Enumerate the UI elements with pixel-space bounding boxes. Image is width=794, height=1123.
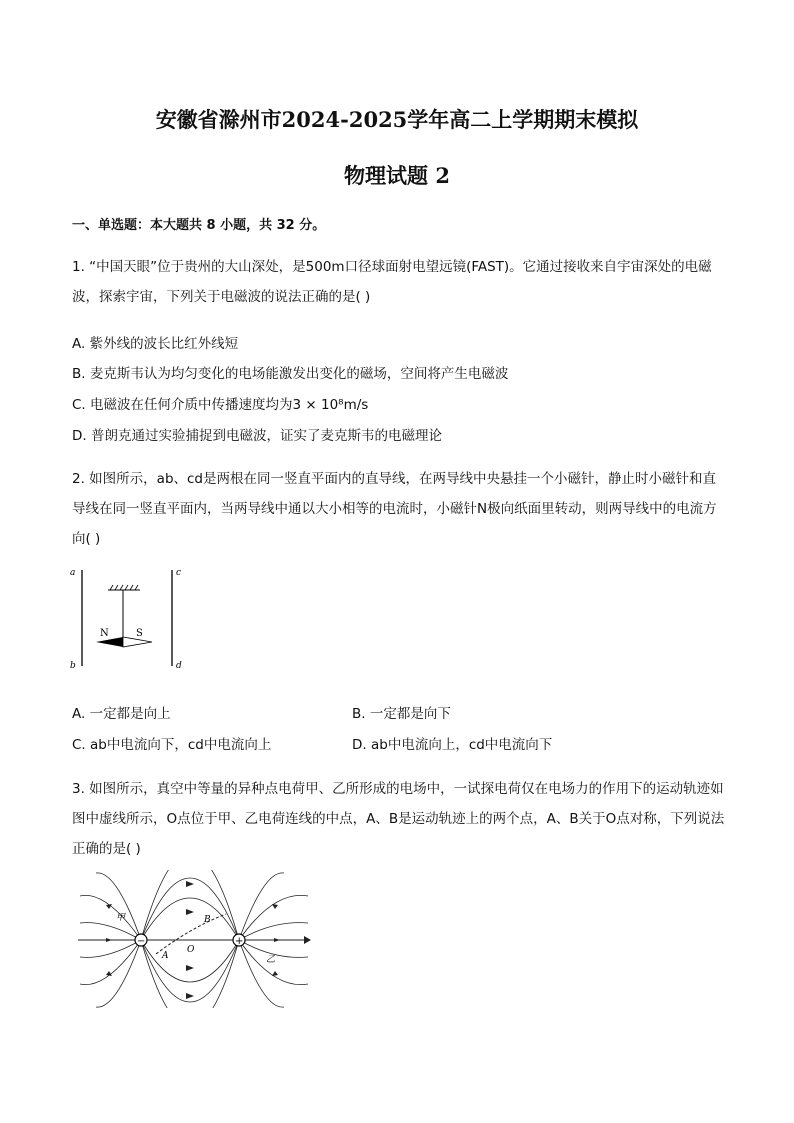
label-a: a: [70, 568, 76, 578]
charge-plus: +: [235, 936, 244, 947]
label-n: N: [100, 628, 109, 639]
document-title: 安徽省滁州市2024-2025学年高二上学期期末模拟: [155, 107, 639, 132]
label-s: S: [136, 628, 143, 639]
section-heading: 一、单选题：本大题共 8 小题，共 32 分。: [72, 218, 326, 233]
q3-figure: [76, 870, 312, 1008]
q2-option-a: A. 一定都是向上: [72, 706, 171, 722]
label-jia: 甲: [116, 913, 126, 923]
q1-stem: 1. “中国天眼”位于贵州的大山深处，是500m口径球面射电望远镜(FAST)。它通过接收来自宇宙深处的电磁波，探索宇宙，下列关于电磁波的说法正确的是( ): [72, 259, 712, 305]
q1-option-d: D. 普朗克通过实验捕捉到电磁波，证实了麦克斯韦的电磁理论: [72, 428, 442, 444]
label-b: B: [204, 915, 211, 925]
q2-stem: 2. 如图所示，ab、cd是两根在同一竖直平面内的直导线，在两导线中央悬挂一个小磁针，静止时小磁针和直导线在同一竖直平面内，当两导线中通以大小相等的电流时，小磁针N极向纸面里转动，则两导线中的电流方向( ): [72, 471, 717, 547]
q2-option-c: C. ab中电流向下，cd中电流向上: [72, 737, 272, 753]
q2-option-b: B. 一定都是向下: [352, 706, 451, 722]
document-subtitle: 物理试题 2: [344, 163, 450, 188]
label-d: d: [176, 661, 182, 671]
q2-figure: [66, 566, 196, 676]
label-a: A: [162, 951, 169, 961]
label-yi: 乙: [266, 955, 276, 965]
q1-option-b: B. 麦克斯韦认为均匀变化的电场能激发出变化的磁场，空间将产生电磁波: [72, 366, 509, 382]
q1-option-a: A. 紫外线的波长比红外线短: [72, 336, 239, 352]
charge-minus: −: [137, 936, 146, 947]
label-o: O: [187, 945, 195, 955]
q1-option-c: C. 电磁波在任何介质中传播速度均为3 × 10⁸m/s: [72, 397, 369, 413]
label-b: b: [70, 661, 76, 671]
q2-option-d: D. ab中电流向上，cd中电流向下: [352, 737, 553, 753]
label-c: c: [176, 568, 182, 578]
q3-stem: 3. 如图所示，真空中等量的异种点电荷甲、乙所形成的电场中，一试探电荷仅在电场力的作用下的运动轨迹如图中虚线所示，O点位于甲、乙电荷连线的中点，A、B是运动轨迹上的两个点，A、B关于O点对称，下列说法正确的是( ): [72, 781, 725, 857]
